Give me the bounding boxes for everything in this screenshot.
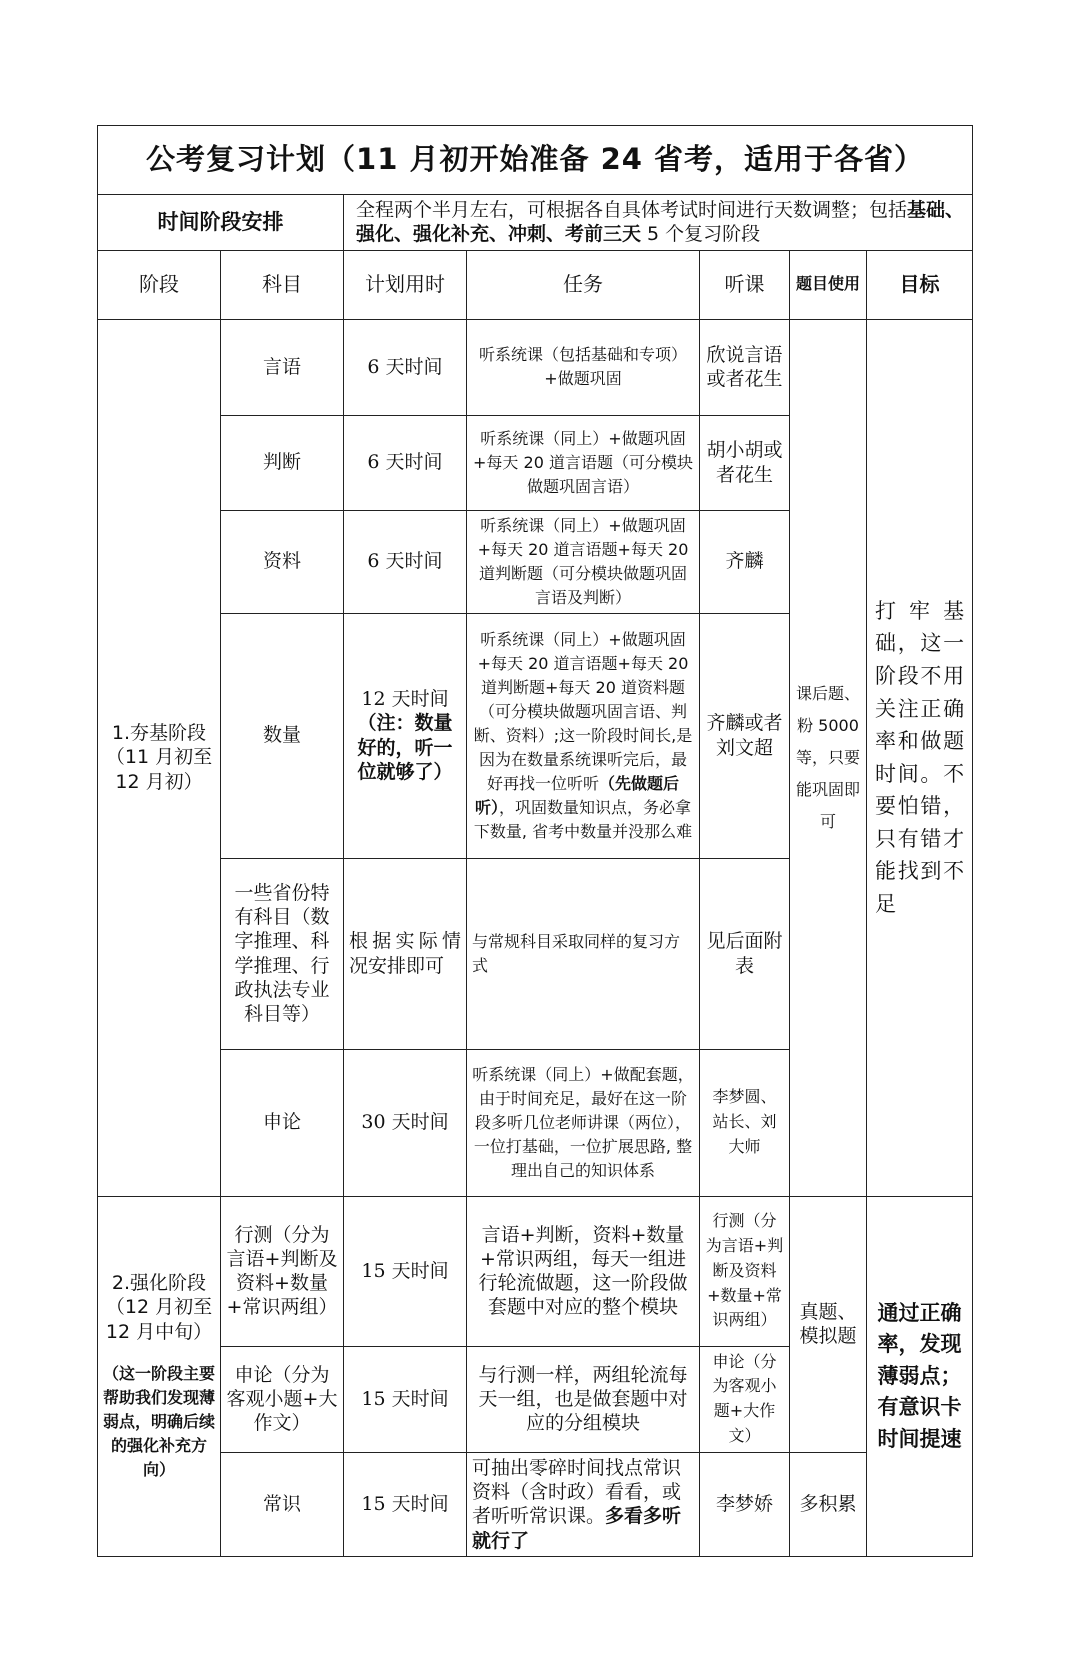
overview-text: 全程两个半月左右，可根据各自具体考试时间进行天数调整；包括基础、强化、强化补充、冲刺、考前三天 5 个复习阶段 — [344, 195, 973, 251]
subject-cell: 判断 — [221, 415, 344, 510]
time-cell: 15 天时间 — [344, 1346, 467, 1452]
header-lecture: 听课 — [700, 250, 790, 319]
task-cell: 听系统课（同上）+做题巩固+每天 20 道言语题+每天 20 道判断题（可分模块做题巩固言语及判断） — [467, 510, 700, 613]
header-stage: 阶段 — [98, 250, 221, 319]
lecture-cell: 见后面附表 — [700, 858, 790, 1049]
header-time: 计划用时 — [344, 250, 467, 319]
lecture-cell: 李梦圆、站长、刘大师 — [700, 1049, 790, 1196]
lecture-cell: 欣说言语或者花生 — [700, 319, 790, 415]
subject-cell: 行测（分为言语+判断及资料+数量+常识两组） — [221, 1196, 344, 1346]
stage2-note: （这一阶段主要帮助我们发现薄弱点，明确后续的强化补充方向） — [103, 1363, 216, 1479]
header-subject: 科目 — [221, 250, 344, 319]
task-cell: 听系统课（包括基础和专项）+做题巩固 — [467, 319, 700, 415]
subject-cell: 资料 — [221, 510, 344, 613]
task-cell: 听系统课（同上）+做配套题，由于时间充足，最好在这一阶段多听几位老师讲课（两位），一位打基础，一位扩展思路, 整理出自己的知识体系 — [467, 1049, 700, 1196]
stage1-questions: 课后题、粉 5000 等，只要能巩固即可 — [790, 319, 867, 1196]
time-cell: 6 天时间 — [344, 510, 467, 613]
task-cell: 听系统课（同上）+做题巩固+每天 20 道言语题+每天 20 道判断题+每天 20 道资料题（可分模块做题巩固言语、判断、资料）;这一阶段时间长,是因为在数量系统课听完后，最好再找一位听听（先做题后听），巩固数量知识点，务必拿下数量, 省考中数量并没那么难 — [467, 613, 700, 858]
lecture-cell: 行测（分为言语+判断及资料+数量+常识两组） — [700, 1196, 790, 1346]
time-cell: 12 天时间 （注：数量好的，听一位就够了） — [344, 613, 467, 858]
subject-cell: 申论 — [221, 1049, 344, 1196]
table-row — [98, 1196, 973, 1346]
time-cell: 30 天时间 — [344, 1049, 467, 1196]
subject-cell: 言语 — [221, 319, 344, 415]
task-cell: 听系统课（同上）+做题巩固+每天 20 道言语题（可分模块做题巩固言语） — [467, 415, 700, 510]
stage2-questions: 真题、模拟题 — [790, 1196, 867, 1452]
lecture-cell: 李梦娇 — [700, 1452, 790, 1556]
overview-label: 时间阶段安排 — [98, 195, 344, 251]
time-cell: 15 天时间 — [344, 1452, 467, 1556]
task-cell: 与常规科目采取同样的复习方式 — [467, 858, 700, 1049]
subject-cell: 一些省份特有科目（数字推理、科学推理、行政执法专业科目等） — [221, 858, 344, 1049]
review-plan-table — [97, 125, 973, 1557]
header-goal: 目标 — [867, 250, 973, 319]
time-cell: 根据实际情况安排即可 — [344, 858, 467, 1049]
time-cell: 15 天时间 — [344, 1196, 467, 1346]
header-questions: 题目使用 — [790, 250, 867, 319]
lecture-cell: 齐麟或者刘文超 — [700, 613, 790, 858]
stage1-goal: 打牢基础，这一阶段不用关注正确率和做题时间。不要怕错，只有错才能找到不足 — [867, 319, 973, 1196]
stage2-questions-changshi: 多积累 — [790, 1452, 867, 1556]
task-cell: 言语+判断，资料+数量+常识两组，每天一组进行轮流做题，这一阶段做套题中对应的整个模块 — [467, 1196, 700, 1346]
lecture-cell: 胡小胡或者花生 — [700, 415, 790, 510]
time-cell: 6 天时间 — [344, 415, 467, 510]
lecture-cell: 申论（分为客观小题+大作文） — [700, 1346, 790, 1452]
stage2-label-cell — [98, 1196, 221, 1556]
stage1-label: 1.夯基阶段（11 月初至 12 月初） — [98, 319, 221, 1196]
stage2-label: 2.强化阶段（12 月初至 12 月中旬） — [105, 1271, 213, 1343]
table-row — [98, 1452, 973, 1556]
subject-cell: 申论（分为客观小题+大作文） — [221, 1346, 344, 1452]
time-cell: 6 天时间 — [344, 319, 467, 415]
table-row — [98, 319, 973, 415]
lecture-cell: 齐麟 — [700, 510, 790, 613]
page-title: 公考复习计划（11 月初开始准备 24 省考，适用于各省） — [98, 126, 973, 195]
subject-cell: 常识 — [221, 1452, 344, 1556]
subject-cell: 数量 — [221, 613, 344, 858]
task-cell: 可抽出零碎时间找点常识资料（含时政）看看，或者听听常识课。多看多听就行了 — [467, 1452, 700, 1556]
stage2-goal: 通过正确率，发现薄弱点；有意识卡时间提速 — [867, 1196, 973, 1556]
header-task: 任务 — [467, 250, 700, 319]
task-cell: 与行测一样，两组轮流每天一组，也是做套题中对应的分组模块 — [467, 1346, 700, 1452]
